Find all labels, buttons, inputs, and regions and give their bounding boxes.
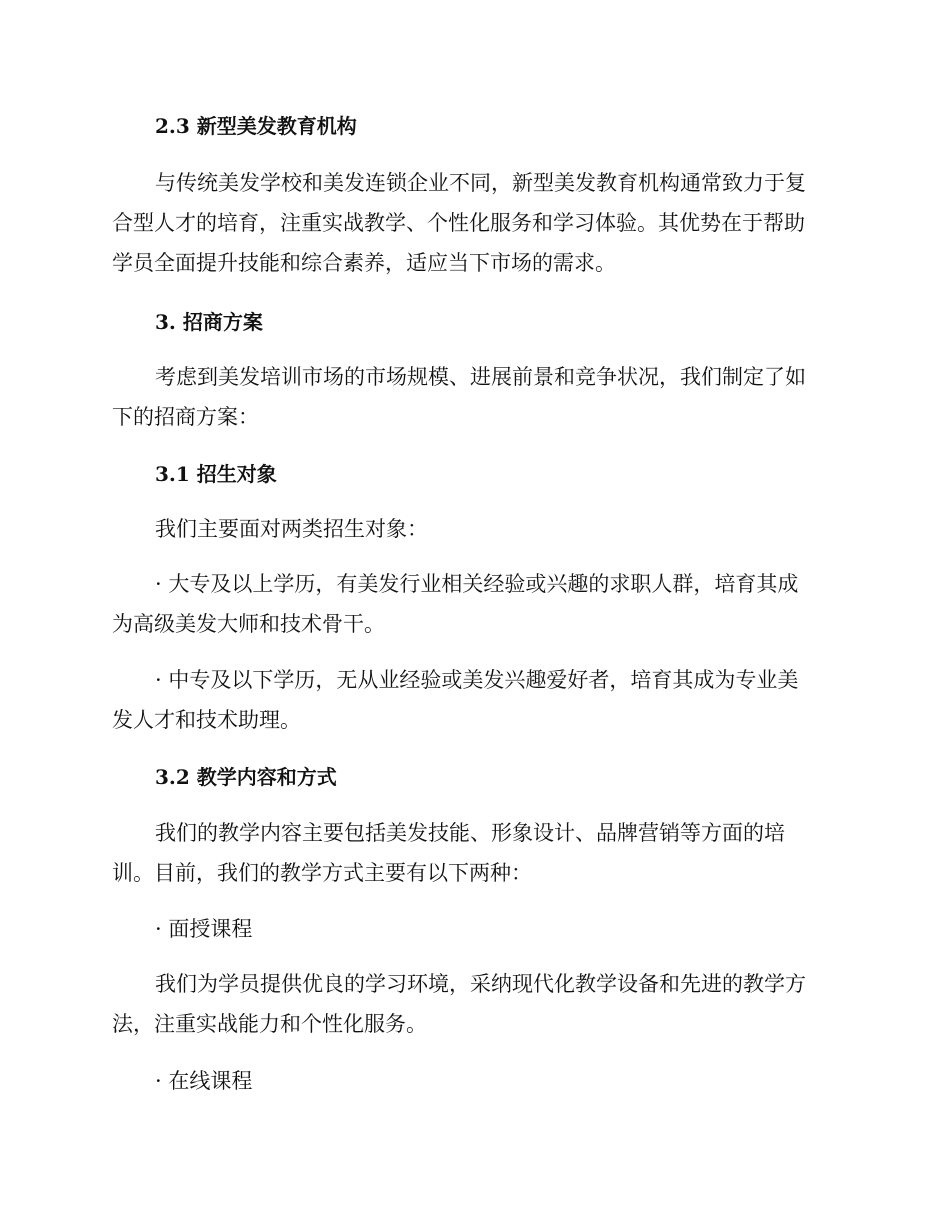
section-heading-3-1: 3.1 招生对象 (155, 462, 277, 486)
paragraph-line: · 中专及以下学历，无从业经验或美发兴趣爱好者，培育其成为专业美 (155, 668, 799, 692)
paragraph-line: 我们为学员提供优良的学习环境，采纳现代化教学设备和先进的教学方 (155, 972, 806, 996)
paragraph-line: · 大专及以上学历，有美发行业相关经验或兴趣的求职人群，培育其成 (155, 572, 799, 596)
paragraph-line: 合型人才的培育，注重实战教学、个性化服务和学习体验。其优势在于帮助 (112, 211, 805, 235)
paragraph-line: 为高级美发大师和技术骨干。 (112, 612, 385, 636)
paragraph-line: 法，注重实战能力和个性化服务。 (112, 1012, 427, 1036)
paragraph-line: 下的招商方案： (112, 405, 259, 429)
paragraph-3-intro (112, 357, 832, 437)
paragraph-line: 考虑到美发培训市场的市场规模、进展前景和竞争状况，我们制定了如 (155, 365, 806, 389)
paragraph-line: 与传统美发学校和美发连锁企业不同，新型美发教育机构通常致力于复 (155, 171, 806, 195)
bullet-item-college (112, 564, 832, 644)
paragraph-line: 训。目前，我们的教学方式主要有以下两种： (112, 861, 532, 885)
paragraph-in-person-desc (112, 964, 832, 1044)
paragraph-3-2-intro (112, 813, 832, 893)
paragraph-2-3-intro (112, 163, 832, 283)
paragraph-line: 我们的教学内容主要包括美发技能、形象设计、品牌营销等方面的培 (155, 821, 785, 845)
paragraph-line: · 面授课程 (155, 917, 253, 941)
section-heading-3-2: 3.2 教学内容和方式 (155, 765, 337, 789)
bullet-item-in-person (112, 909, 832, 949)
bullet-item-secondary (112, 660, 832, 740)
bullet-item-online (112, 1061, 832, 1101)
paragraph-line: 学员全面提升技能和综合素养，适应当下市场的需求。 (112, 251, 616, 275)
paragraph-3-1-intro (112, 509, 832, 549)
paragraph-line: 我们主要面对两类招生对象： (155, 517, 428, 541)
section-heading-3: 3. 招商方案 (155, 310, 263, 334)
section-heading-2-3: 2.3 新型美发教育机构 (155, 114, 357, 138)
paragraph-line: · 在线课程 (155, 1069, 253, 1093)
paragraph-line: 发人才和技术助理。 (112, 708, 301, 732)
